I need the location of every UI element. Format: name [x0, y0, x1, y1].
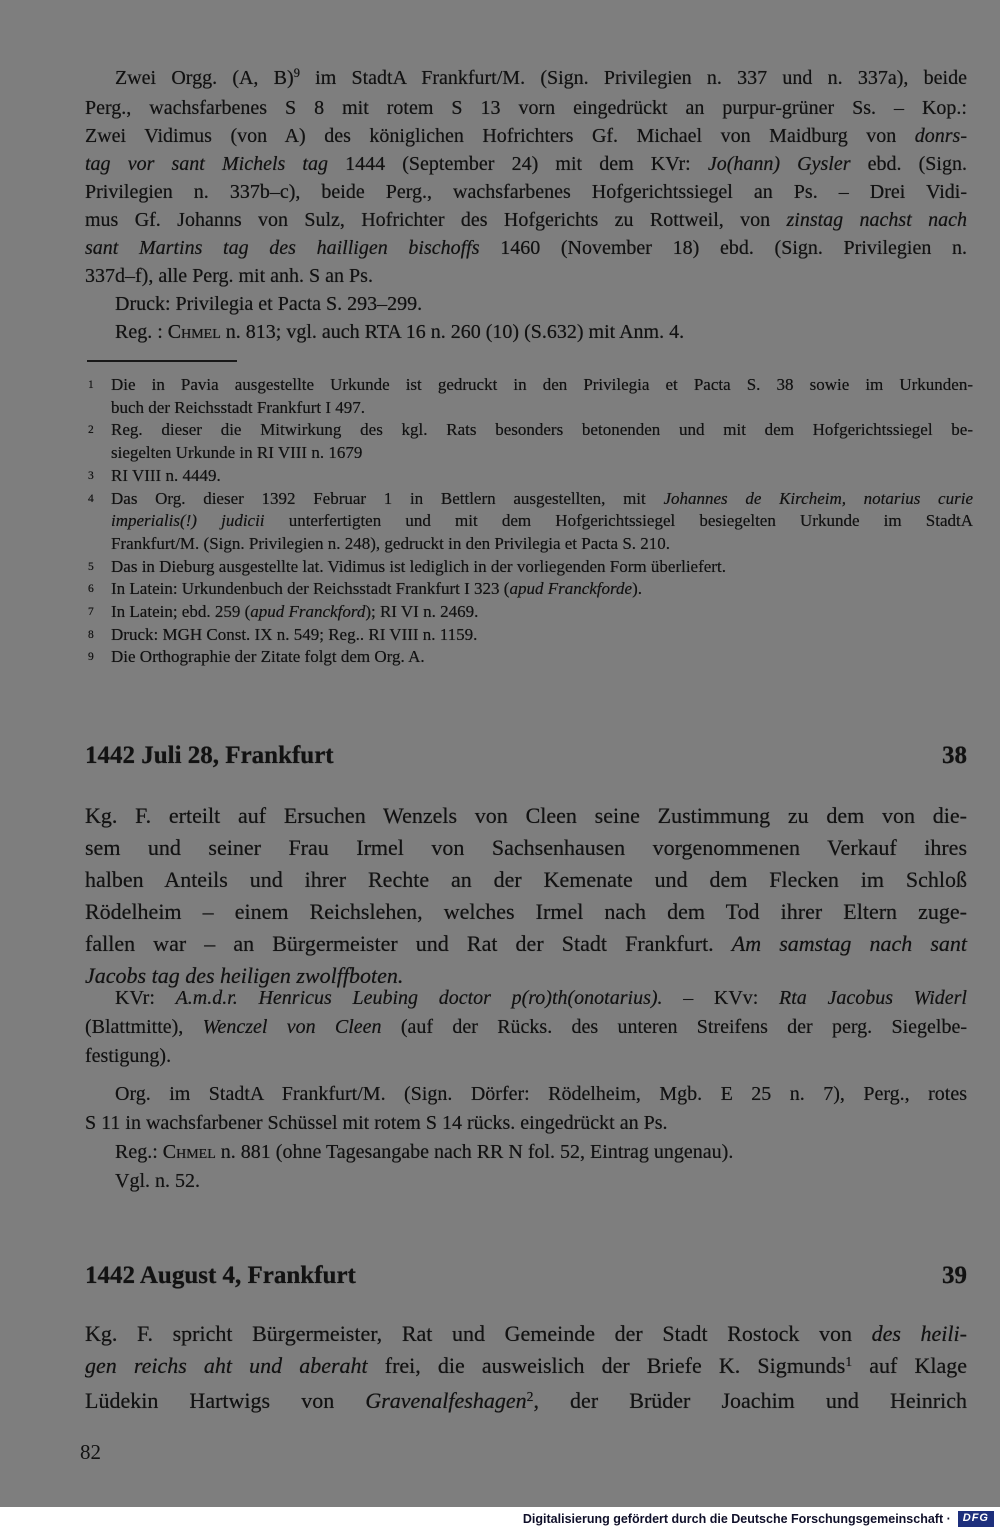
text-run: Frankfurt/M. (Sign. Privilegien n. 248), gedruckt in den Privilegia et Pacta S. 210. [111, 533, 671, 553]
text-run: Rödelheim – einem Reichslehen, welches Irmel nach dem Tod ihrer Eltern zuge- [85, 899, 967, 924]
footnote-number: 7 [88, 606, 94, 619]
text-line [111, 601, 973, 624]
text-run: Wenczel von Cleen [202, 1016, 382, 1038]
text-run: Rta Jacobus Widerl [779, 987, 967, 1009]
entry-38-apparatus [85, 1080, 967, 1196]
text-run: ebd. (Sign. [867, 153, 967, 175]
text-run: – KVv: [662, 987, 779, 1009]
footnote-number: 5 [88, 560, 94, 573]
text-line [85, 1109, 967, 1138]
entry-39-heading [85, 1262, 967, 1290]
text-run: Jo(hann) Gysler [707, 153, 868, 175]
footnote-number: 9 [88, 651, 94, 664]
text-run: ). [632, 579, 642, 599]
text-line [85, 800, 967, 832]
footnote [85, 624, 973, 647]
text-run: Chmel [162, 1141, 216, 1163]
text-run: fallen war – an Bürgermeister und Rat der Stadt Frankfurt. [85, 931, 732, 956]
text-run: halben Anteils und ihrer Rechte an der Kemenate und dem Flecken im Schloß [85, 867, 967, 892]
entry-38-chancery-notes [85, 984, 967, 1071]
text-line [85, 1080, 967, 1109]
text-run: Die Orthographie der Zitate folgt dem Org. A. [111, 647, 425, 667]
text-run: frei, die ausweislich der Briefe K. Sigmunds [384, 1353, 846, 1378]
text-run: donrs- [914, 125, 967, 147]
footnote [85, 646, 973, 669]
text-run: In Latein; ebd. 259 ( [111, 602, 251, 622]
text-run: (auf der Rücks. des unteren Streifens der perg. Siegelbe- [381, 1016, 968, 1038]
text-run: A.m.d.r. Henricus Leubing doctor p(ro)th(onotarius). [175, 987, 663, 1009]
entry-39-number: 39 [942, 1262, 967, 1289]
footnote-number: 3 [88, 469, 94, 482]
text-run: Das Org. dieser 1392 Februar 1 in Bettlern ausgestellten, mit [111, 488, 664, 508]
text-run: Jacobs tag des heiligen zwolffboten. [85, 963, 404, 988]
footnote [85, 556, 973, 579]
entry-38-body [85, 800, 967, 992]
footnote-separator-rule [87, 360, 237, 362]
text-run: unterfertigten und mit dem Hofgerichtssiegel besiegelten Urkunde im StadtA [288, 511, 973, 531]
text-line [85, 290, 967, 318]
entry-38-number: 38 [942, 742, 967, 769]
text-line [85, 896, 967, 928]
text-run: Perg., wachsfarbenes S 8 mit rotem S 13 vorn eingedrückt an purpur-grüner Ss. – Kop.: [85, 97, 967, 119]
text-run: des heili- [871, 1321, 967, 1346]
text-line [85, 1318, 967, 1350]
text-run: im StadtA Frankfurt/M. (Sign. Privilegien n. 337 und n. 337a), beide [299, 67, 967, 89]
text-line [111, 419, 973, 442]
text-run: Reg. dieser die Mitwirkung des kgl. Rats besonders betonenden und mit dem Hofgerichtssiegel be- [111, 420, 973, 440]
text-run: Das in Dieburg ausgestellte lat. Vidimus ist lediglich in der vorliegenden Form überliefert. [111, 556, 726, 576]
text-run: Gravenalfeshagen [365, 1388, 527, 1413]
text-run: Johannes de Kircheim, notarius curie [663, 488, 973, 508]
text-run: Zwei Vidimus (von A) des königlichen Hofrichters Gf. Michael von Maidburg von [85, 125, 915, 147]
text-line [85, 928, 967, 960]
text-run: n. 813; vgl. auch RTA 16 n. 260 (10) (S.632) mit Anm. 4. [220, 321, 685, 343]
text-run: In Latein: Urkundenbuch der Reichsstadt Frankfurt I 323 ( [111, 579, 510, 599]
text-line [85, 318, 967, 346]
text-run: Reg.: [115, 1141, 163, 1163]
text-run: sant Martins tag des hailligen bischoffs [85, 237, 501, 259]
footnote [85, 465, 973, 488]
text-run: tag vor sant Michels tag [85, 153, 346, 175]
text-run: Vgl. n. 52. [115, 1170, 200, 1192]
text-run: apud Franckford [250, 602, 366, 622]
page-number: 82 [80, 1440, 101, 1464]
text-line [85, 1042, 967, 1071]
text-run: Kg. F. spricht Bürgermeister, Rat und Gemeinde der Stadt Rostock von [85, 1321, 872, 1346]
text-line [111, 488, 973, 511]
entry-39-body [85, 1318, 967, 1420]
text-line [111, 397, 973, 420]
text-run: zinstag nachst nach [786, 209, 967, 231]
text-run: S 11 in wachsfarbener Schüssel mit rotem S 14 rücks. eingedrückt an Ps. [85, 1112, 668, 1134]
footnote [85, 419, 973, 464]
text-line [111, 556, 973, 579]
text-run: Am samstag nach sant [731, 931, 968, 956]
text-line [85, 1013, 967, 1042]
text-run: Druck: MGH Const. IX n. 549; Reg.. RI VIII n. 1159. [111, 624, 478, 644]
footnote-number: 2 [88, 424, 94, 437]
footnote [85, 578, 973, 601]
text-line [85, 262, 967, 290]
text-run: Lüdekin Hartwigs von [85, 1388, 366, 1413]
text-run: Kg. F. erteilt auf Ersuchen Wenzels von Cleen seine Zustimmung zu dem von die- [85, 803, 967, 828]
text-run: , der Brüder Joachim und Heinrich [533, 1388, 967, 1413]
text-run: sem und seiner Frau Irmel von Sachsenhausen vorgenommenen Verkauf ihres [85, 835, 967, 860]
text-run: Chmel [167, 321, 221, 343]
text-run: 337d–f), alle Perg. mit anh. S an Ps. [85, 265, 373, 287]
digitization-credit-text: Digitalisierung gefördert durch die Deutsche Forschungsgemeinschaft · [522, 1511, 951, 1526]
text-run: RI VIII n. 4449. [111, 465, 221, 485]
text-line [111, 374, 973, 397]
footnotes-block [85, 374, 973, 669]
text-run: n. 881 (ohne Tagesangabe nach RR N fol. 52, Eintrag ungenau). [215, 1141, 734, 1163]
text-line [85, 864, 967, 896]
text-run: auf Klage [852, 1353, 968, 1378]
text-run: 1460 (November 18) ebd. (Sign. Privilegien n. [500, 237, 967, 259]
dfg-logo: DFG [958, 1511, 994, 1527]
text-line [85, 832, 967, 864]
text-line [111, 442, 973, 465]
text-line [111, 533, 973, 556]
text-run: Die in Pavia ausgestellte Urkunde ist gedruckt in den Privilegia et Pacta S. 38 sowie im Urkunden- [111, 375, 973, 394]
text-run: KVr: [115, 987, 176, 1009]
text-run: 2 [526, 1388, 534, 1404]
text-line [111, 624, 973, 647]
footnote-number: 8 [88, 628, 94, 641]
text-run: 1 [845, 1353, 853, 1369]
text-line [85, 150, 967, 178]
text-line [111, 465, 973, 488]
text-run: 9 [293, 66, 300, 81]
text-run: gen reichs aht und aberaht [85, 1353, 385, 1378]
text-run: Privilegien n. 337b–c), beide Perg., wachsfarbenes Hofgerichtssiegel an Ps. – Drei Vidi- [85, 181, 967, 203]
text-line [85, 94, 967, 122]
text-run: festigung). [85, 1045, 172, 1067]
text-run: mus Gf. Johanns von Sulz, Hofrichter des Hofgerichts zu Rottweil, von [85, 209, 787, 231]
text-run: siegelten Urkunde in RI VIII n. 1679 [111, 443, 363, 463]
text-line [111, 510, 973, 533]
text-line [85, 206, 967, 234]
text-run: ); RI VI n. 2469. [365, 602, 479, 622]
text-run: Org. im StadtA Frankfurt/M. (Sign. Dörfer: Rödelheim, Mgb. E 25 n. 7), Perg., rotes [115, 1083, 967, 1105]
entry-38-date: 1442 Juli 28, Frankfurt [85, 742, 334, 769]
footnote-number: 4 [88, 492, 94, 505]
text-run: Zwei Orgg. (A, B) [115, 67, 294, 89]
text-run: Reg. : [115, 321, 168, 343]
footnote [85, 488, 973, 556]
text-run: apud Franckforde [509, 579, 633, 599]
text-run: buch der Reichsstadt Frankfurt I 497. [111, 397, 365, 417]
text-line [85, 64, 967, 94]
text-line [111, 578, 973, 601]
text-line [85, 1138, 967, 1167]
footnote-number: 6 [88, 583, 94, 596]
text-run: imperialis(!) judicii [111, 511, 289, 531]
digitization-banner [0, 1507, 1000, 1530]
text-line [85, 1385, 967, 1420]
entry-39-date: 1442 August 4, Frankfurt [85, 1262, 356, 1289]
text-line [85, 1350, 967, 1385]
text-line [111, 646, 973, 669]
text-line [85, 984, 967, 1013]
text-line [85, 1167, 967, 1196]
entry-38-heading [85, 742, 967, 770]
record-37-apparatus [85, 64, 967, 346]
text-line [85, 178, 967, 206]
footnote [85, 374, 973, 419]
text-line [85, 122, 967, 150]
footnote-number: 1 [88, 379, 94, 391]
text-run: 1444 (September 24) mit dem KVr: [345, 153, 708, 175]
text-line [85, 234, 967, 262]
text-run: (Blattmitte), [85, 1016, 203, 1038]
footnote [85, 601, 973, 624]
text-run: Druck: Privilegia et Pacta S. 293–299. [115, 293, 423, 315]
